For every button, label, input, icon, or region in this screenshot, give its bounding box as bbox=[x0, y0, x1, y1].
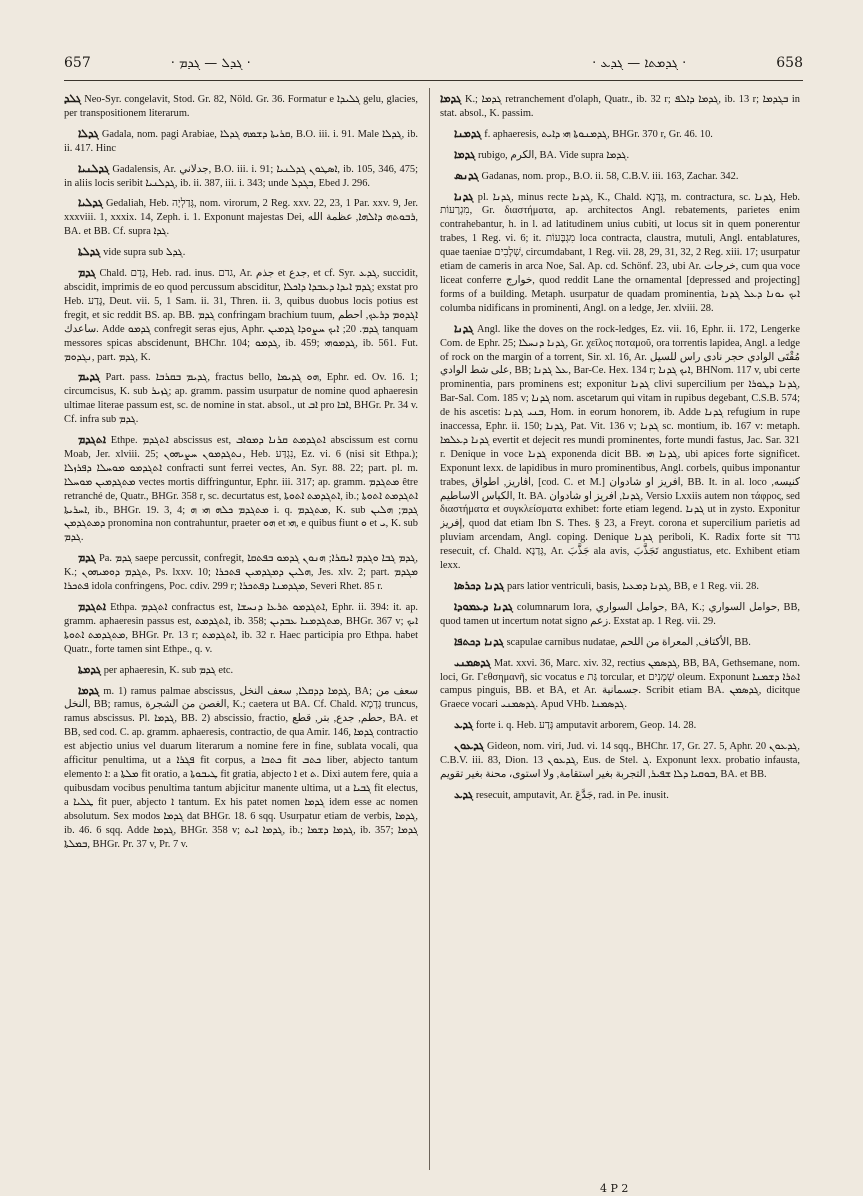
entry-text: m. 1) ramus palmae abscissus, ܓܕܡܐ ܕܕܩܠܐ, سعف النخل, BA; سعف من النخل, BB; ramus, الغصن من الشجرة, K.; caetera ut BA. Cf. Chald. גְּדָמָא truncus, ramus abscissus. Pl. ܓܕܡܐ, BB. 2) abscissio, fractio, حطم, جدع, بتر, قطع, BA. et BB, sed cod. C. ap. gramm. aphaeresis, contractio, de qua Amir. 146, ܓܕܡܐ contractio est abjectio unius vel duarum literarum a nomine fere in fine, sublata vocali, qua afficitur penultima, ut a ܦܓܪܐ fit corpus, a ܟܬܒܐ fit ܟܬܒ liber, abjecto tantum elemento ܐ: a ܡܠܬܐ fit oratio, a ܛܝܒܘܬܐ fit gratia, abjecto ܐ et ܬ. Dixi autem fere, quia a quibusdam vocibus penultima tantum abjicitur manente ultima, ut a ܓܒܝܐ fit electus, a ܛܠܝܐ fit puer, abjecto ܐ tantum. Ex his patet nomen ܓܕܡܐ idem esse ac nomen absolutum. Sex modos ܓܕܡܐ dat BHGr. 18. 6 sqq. Usurpatur etiam de verbis, ܓܕܡܐ, ib. 46. 6 sqq. Adde ܓܕܡܐ, BHGr. 358 v; ܓܕܡܐ ܐܝܬ, ib.; ܓܕܡܐ ܕܫܡܐ, ib. 357; ܓܕܡܐ ܒܡܠܬܐ, BHGr. Pr. 37 v, Pr. 7 v. bbox=[64, 685, 418, 850]
entry-text: forte i. q. Heb. גָּדַע amputavit arborem, Geop. 14. 28. bbox=[475, 720, 697, 732]
dictionary-entry bbox=[64, 370, 418, 427]
entry-headword: ܓܕܥܘܢ bbox=[454, 739, 485, 753]
right-page-number: 658 bbox=[776, 55, 803, 71]
entry-headword: ܓܕܠܝܐ bbox=[78, 196, 104, 210]
left-page-number: 657 bbox=[64, 55, 91, 71]
header-rule bbox=[64, 80, 803, 81]
entry-headword: ܓܕܥ bbox=[454, 787, 474, 801]
dictionary-entry bbox=[440, 635, 800, 650]
entry-text: Ethpe. ܐܬܓܕܡ abscissus est, ܐܬܓܕܡܬ ܩܪܢܐ ܕܡܘܐܒ abscissum est cornu Moab, Jer. xlviii. 25; ܢܬܓܕܡܘܢ ܚܨܝܗܘܢ, Heb. נִגְדַּע, Ez. vi. 6 (nisi sit Ethpa.); ܐܬܓܕܡܘ ܡܘܚܠܐ ܕܦܪܙܠܐ confracti sunt ferrei vectes, An. Syr. 88. 22; part. pl. m. ܡܬܓܕܡܝܢ ܡܘܚܠܐ vectes mortis diffringuntur, Ephr. iii. 317; ap. gramm. ܡܬܓܕܡ être retranché de, Quatr., BHGr. 358 r, sc. decurtatus est, ܐܬܓܕܡܬ ܐܬܘܬܐ, ib.; ܐܬܓܕܡܬ ܐܬܘܬܐ ܐܚܪܝܬܐ, ib., BHGr. 19. 3, 4; ܡܬܓܕܡ ܟܠܗ ܗܝ ܗ i. q. ܡܬܓܕܡ, K. sub ܓܕܡ; ܗܠܝܢ ܕܡܬܓܕܡܢ pronomina non contrahuntur, praeter ܗܘ et ܗܝ, e quibus fiunt ܘ et ܝ, K. sub ܓܕܡ. bbox=[64, 435, 418, 544]
left-column bbox=[64, 92, 418, 1162]
entry-text: vide supra sub ܓܕܠ. bbox=[103, 247, 186, 259]
entry-text: K.; ܓܕܡܐ retranchement d'olaph, Quatr., ib. 32 r; ܓܕܡܐ ܕܐܠܦ, ib. 13 r; ܒܓܕܡܐ in stat. absol., K. passim. bbox=[440, 94, 800, 119]
entry-headword: ܓܕܡܢܐ bbox=[454, 126, 482, 140]
dictionary-entry bbox=[440, 739, 800, 782]
entry-text: pars latior ventriculi, basis, ܓܕܢܐ ܕܡܥܝܐ, BB, e 1 Reg. vii. 28. bbox=[506, 581, 759, 592]
entry-text: resecuit, amputavit, Ar. جَدَّعَ, rad. in Pe. inusit. bbox=[475, 789, 669, 801]
dictionary-entry bbox=[64, 266, 418, 364]
entry-headword: ܓܕܡܐ bbox=[454, 147, 476, 161]
entry-text: Part. pass. ܓܕܝܡ ܒܩܪܒܐ, fractus bello, ܗܘ ܓܕܝܡܐ, Ephr. ed. Ov. 16. 1; circumcisus, K. sub ܓܙܝܪ; ap. gramm. passim usurpatur de nomine quod aphaeresin ultimae literae passum est, sc. de nomine in stat. absol., ut ܐܒ pro ܐܒܐ, BHGr. Pr. 34 v. Cf. infra sub ܓܕܡ. bbox=[64, 372, 418, 426]
entry-text: Gadanas, nom. prop., B.O. ii. 58, C.B.V. iii. 163, Zachar. 342. bbox=[481, 170, 739, 182]
entry-text: Gideon, nom. viri, Jud. vi. 14 sqq., BHChr. 17, Gr. 27. 5, Aphr. ܓܕܥܘܢ 20, C.B.V. iii. 83, Dion. ܓܕܥܘܢ 13, Eus. de Stel. ܓ. Exponunt lexx. probatio infausta, ܒܘܩܝܐ ܕܠܐ ܫܦܝܪ, التجربة بغير استقامة, ولا استوى، محنة بغير تقويم, BA. et BB. bbox=[440, 741, 800, 780]
entry-headword: ܓܕܥ bbox=[454, 718, 474, 732]
entry-text: Mat. xxvi. 36, Marc. xiv. 32, rectius ܓܕܣܡܢ, BB, BA, Gethsemane, nom. loci, Gr. Γεθσημανῆ, sic vocatus e גַּת torcular, et שְׁמָנִים oleum. Exponunt ܐܬܪܐ ܕܫܡܢܐ campus pinguis, BB. et BA, et Ar. جسمانية. Scribit etiam BA. ܓܕܣܡܢ, dicitque Graece vocari ܓܕܣܡܢܝ. Apud VHb. ܓܕܣܡܢܐ. bbox=[440, 657, 800, 711]
signature-mark: 4 P 2 bbox=[600, 1182, 629, 1195]
right-column bbox=[440, 92, 800, 1162]
left-running-head: · ܓܕܠ — ܓܕܡ · bbox=[170, 55, 251, 71]
dictionary-entry bbox=[440, 656, 800, 713]
entry-text: Ethpa. ܐܬܓܕܡ confractus est, ܐܬܓܕܡܘ ܬܪܥܐ ܕܢܚܫܐ, Ephr. ii. 394: it. ap. gramm. aphaeresin passus est, ܐܬܓܕܡܬ, ib. 358; ܡܬܓܕܡܢܐ ܥܒܕܝܢ, BHGr. 367 v; ܐܝܟ ܡܬܓܕܡܬ ܐܬܘܬܐ, BHGr. Pr. 13 r; ܐܬܓܕܡܬ, ib. 32 r. Haec participia pro Ethpa. habet Quatr., forte tamen sint Ethpe., q. v. bbox=[64, 602, 418, 655]
entry-text: Angl. like the doves on the rock-ledges, Ez. vii. 16, Ephr. ii. 172, Lengerke Com. de Ephr. 25; ܓܕܢܐ ܕܢܚܠܐ, Gr. χεῖλος ποταμοῦ, ora torrentis lapidea, Angl. a ledge of rock on the margin of a torrent, Sir. xl. 16, Ar. مُقْتَى الوادي حجر نادى راس للسيل على شط الوادي, BB; ܥܠ ܓܕܢܐ, Bar-Ce. Hex. 134 r; ܐܝܟ ܓܕܢܐ, BHNom. 117 v, ubi certe prominentia, pars prominens est; exponitur ܓܕܢܐ clivi supercilium per ܓܕܢܐ ܕܛܘܪܐ, Bar-Sal. Com. 185 v; ܓܕܢܐ nom. ascetarum qui vitam in rupibus degebant, C.S.B. 574; de his ascetis: ܒܢܝ ܓܕܢܐ, Hom. in eorum honorem, ib. Adde ܓܕܢܐ refugium in rupe inaccessa, Ephr. ii. 150; ܓܕܢܐ, Pat. Vit. 136 v; ܓܕܢܐ sc. montium, ib. 167 v: metaph. ܓܕܢܐ ܕܥܠܡܐ evertit et dejecit res mundi prominentes, forte mundi fastus, Jac. Sar. 321 r. Denique in voce ܓܕܢܐ exponenda dicit BB. ܓܕܢܐ ܗܝ, ubi apices forte significet. Exponunt lexx. de lapidibus in muro prominentibus, Angl. corbels, quibus imponantur trabes, افاريز, اطواق, [cod. C. et M.] افريز او شادوان, BB. It. in al. loco كنيسه, الكياس الاساطيم, It. BA. ܓܕܢܐ, افريز او شادوان, Versio Lxxiis autem non τάφρος, sed διαστήματα et συγκλείσματα exhibet: forte etiam legend. ܓܕܢܐ ut in zysto. Exponitur إفريز, quod dat etiam Ibn S. Thes. § 23, a Freyt. corona et supercilium parietis ad pluviam arcendam, Angl. coping. Denique ܓܕܢܐ periboli, K. Radix forte sit גדד resecuit, cf. Chald. גְּדַנָא, Ar. جَذَّبَ ala avis, تَجَذَّبَ angustiatus, etc. Exhibent etiam lexx. bbox=[440, 323, 800, 572]
dictionary-entry bbox=[440, 92, 800, 121]
dictionary-entry bbox=[64, 433, 418, 545]
right-running-head: · ܓܕܡܬܐ — ܓܕܥ · bbox=[592, 55, 687, 71]
dictionary-entry bbox=[64, 551, 418, 594]
entry-headword: ܓܕܣܡܢܝ bbox=[454, 655, 491, 669]
entry-text: per aphaeresin, K. sub ܓܕܡ etc. bbox=[103, 664, 234, 676]
entry-headword: ܓܕܡܬܐ bbox=[78, 662, 102, 676]
entry-headword: ܓܕܡ bbox=[78, 266, 96, 280]
dictionary-entry bbox=[64, 162, 418, 191]
dictionary-entry bbox=[440, 788, 800, 803]
dictionary-entry bbox=[64, 92, 418, 121]
dictionary-entry bbox=[64, 663, 418, 678]
entry-headword: ܓܕܡ bbox=[78, 551, 96, 565]
entry-headword: ܓܕܢܐ ܕܟܬܦܐ bbox=[454, 634, 504, 648]
entry-text: rubigo, الكرم, BA. Vide supra ܓܕܡܐ. bbox=[478, 149, 630, 161]
entry-headword: ܐܬܓܕܡ bbox=[78, 433, 106, 447]
entry-headword: ܓܕܡܐ bbox=[78, 683, 100, 697]
dictionary-entry bbox=[440, 718, 800, 733]
dictionary-entry bbox=[64, 245, 418, 260]
entry-text: f. aphaeresis, ܓܕܡܢܘܬܐ ܗܝ ܕܐܝܬ, BHGr. 370 r, Gr. 46. 10. bbox=[484, 128, 713, 140]
entry-headword: ܓܠܕ bbox=[64, 92, 82, 105]
entry-text: columnarum lora, حوامل السواري, BA, K.; حوامل السواري, BB, quod tamen ut incertum notat signo زعم. Exstat ap. 1 Reg. vii. 29. bbox=[440, 601, 800, 627]
entry-headword: ܓܕܝܡ bbox=[78, 370, 101, 384]
dictionary-entry bbox=[440, 579, 800, 594]
entry-text: Gadalensis, Ar. جدلاني, B.O. iii. i. 91; ܐܣܛܘܢ ܓܕܠܢܝܐ, ib. 105, 346, 475; in aliis locis seribit ܓܕܠܢܝܐ, ib. ii. 387, iii. i. 343; unde ܒܓܕܠ, Ebed J. 296. bbox=[64, 163, 418, 189]
entry-headword: ܓܕܠܐ bbox=[78, 126, 99, 140]
column-divider bbox=[429, 88, 430, 1170]
dictionary-entry bbox=[440, 322, 800, 573]
entry-text: Gedaliah, Heb. גְּדַלְיָה, nom. virorum, 2 Reg. xxv. 22, 23, 1 Par. xxv. 9, Jer. xxxviii. 1, xxxix. 14, Zeph. i. 1. Exponunt majestas Dei, ܪܒܘܬܗ ܕܐܠܗܐ, عظمة الله, BA. et BB. Cf. supra ܓܕܐ. bbox=[64, 198, 418, 238]
dictionary-entry bbox=[440, 190, 800, 316]
dictionary-entry bbox=[440, 127, 800, 142]
entry-text: Pa. ܓܕܡ saepe percussit, confregit, ܓܕܡ ܓܒܐ ܘܓܕܡ ܐܝܩܪܐ; ܗܢܘܢ ܓܕܡܘ ܒܦܬܩܐ, K.; ܬܓܕܡ ܕܘܡܝܗܘܢ, Ps. lxxv. 10; ܗܠܝܢ ܕܡܓܕܡܝܢ ܦܬܟܪܐ, Jes. xlv. 2; part. ܡܓܕܡ ܦܬܟܪܐ idola confringens, Poc. cdiv. 299 r; ܡܓܕܡܢܐ ܕܦܬܟܪܐ, Severi Rhet. 85 r. bbox=[64, 553, 418, 593]
dictionary-entry bbox=[64, 196, 418, 239]
dictionary-entry bbox=[64, 684, 418, 852]
entry-headword: ܓܕܢܣ bbox=[454, 168, 479, 182]
dictionary-entry bbox=[64, 127, 418, 156]
entry-headword: ܓܕܢܐ ܕܟܪܣܐ bbox=[454, 579, 505, 592]
entry-headword: ܓܕܠܬܐ bbox=[78, 245, 101, 259]
entry-headword: ܓܕܢܐ ܕܥܡܘܕܐ bbox=[454, 599, 514, 613]
dictionary-entry bbox=[440, 600, 800, 629]
entry-text: scapulae carnibus nudatae, الأكتاف, المعراة من اللحم, BB. bbox=[506, 636, 751, 648]
entry-text: Gadala, nom. pagi Arabiae, ܩܪܝܬܐ ܕܫܡܗ ܓܕܠܐ, B.O. iii. i. 91. Male ܓܕܠܐ, ib. ii. 417. Hinc bbox=[64, 128, 418, 154]
entry-headword: ܓܕܢܐ bbox=[454, 321, 474, 335]
dictionary-entry bbox=[440, 148, 800, 163]
entry-text: pl. ܓܕܢܐ, minus recte ܓܕܢܐ, K., Chald. גְּדָנָא, m. contractura, sc. ܓܕܢܐ, Heb. מִגְרָעוֹת, Gr. διαστήματα, ap. architectos Angl. rebatements, parietes enim contrahebantur, h. in l. ad latitudinem unius cubiti, ut locus sit in quem ponerentur trabes, 1 Reg. vi. 6; it. מִגְבָּעוֹת loca contracta, claustra, mutuli, Angl. entablatures, quae taeniae שְׁלָבִים, circumdabant, 1 Reg. vii. 28, 29, 31, 32, 2 Reg. xiii. 17; usurpatur etiam de cameris in arca Noe, Sal. Ap. cd. Schönf. 23, ubi Ar. خرجات, cum qua voce liceat conferre خوارج, quod reddit Lane the ornamental [depressed and projecting] forms of a building. Metaph. usurpatur de quadam prominentia, ܐܝܟ ܝܘܢܐ ܕܥܠ ܓܕܢܐ columba nidificans in prominenti, Angl. on a ledge, Jer. xlviii. 28. bbox=[440, 191, 800, 314]
entry-text: Neo-Syr. congelavit, Stod. Gr. 82, Nöld. Gr. 36. Formatur e ܓܠܝܕܐ gelu, glacies, per transpositionem literarum. bbox=[64, 94, 418, 119]
dictionary-entry bbox=[440, 169, 800, 184]
dictionary-entry bbox=[64, 600, 418, 657]
entry-headword: ܐܬܓܕܡ bbox=[78, 600, 106, 613]
entry-text: Chald. גְּדַם, Heb. rad. inus. גדם, Ar. جذم et جدع, et cf. Syr. ܓܕܥ, succidit, abscidit, imprimis de eo quod percussum absciditur, ܓܕܡ ܐܝܕܐ ܕܥܒܕܐ ܕܐܟܠܐ; exstat pro Heb. גָּדַע, Deut. vii. 5, 1 Sam. ii. 31, Thren. ii. 3, quibus duobus locis potius est fregit, et sic reddit BS. ap. BB. ܓܕܡ confringam brachium tuum, ܐܓܕܘܡ ܕܪܥܟ, احطم ساعدك. Adde ܓܕܡܘ confregit seras ejus, Aphr. ܓܕܡ. 20; ܐܝܟ ܚܨܘܕܐ ܓܕܡܝܢ tanquam messores spicas abscidenunt, BHChr. 104; ܓܕܡܘ, ib. 459; ܓܕܡܘܗܝ, ib. 561. Fut. ܢܓܕܘܡ, part. ܓܕܡ, K. bbox=[64, 268, 418, 363]
entry-headword: ܓܕܢܐ bbox=[454, 189, 474, 203]
entry-headword: ܓܕܡܐ bbox=[440, 92, 462, 105]
entry-headword: ܓܕܠܢܝܐ bbox=[78, 161, 110, 175]
page-header bbox=[64, 52, 803, 74]
